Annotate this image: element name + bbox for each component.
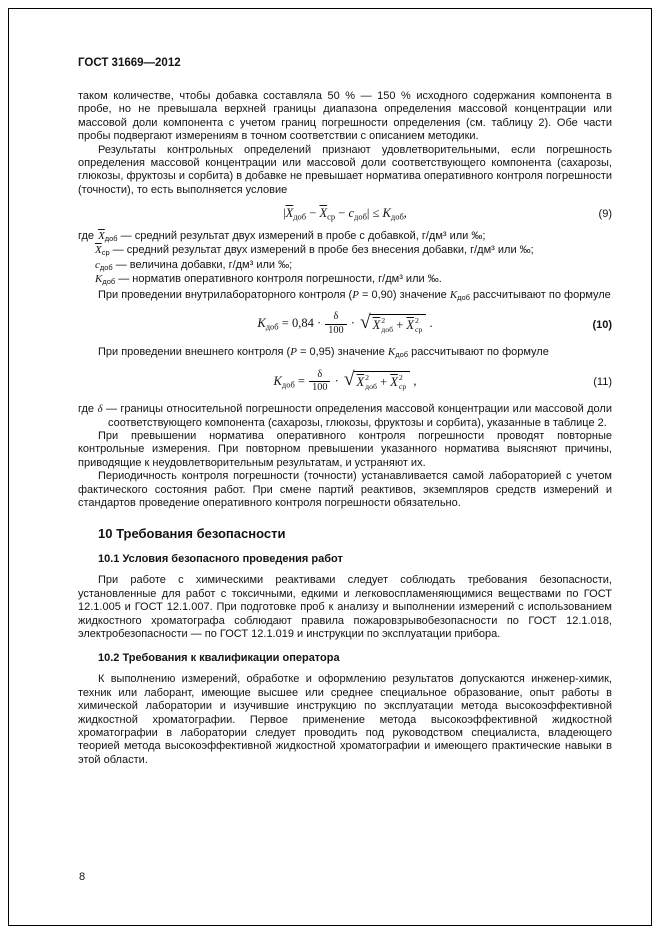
where-definition: — величина добавки, г/дм³ или ‰;: [112, 258, 293, 271]
where-definition: — средний результат двух измерений в пробе с добавкой, г/дм³ или ‰;: [117, 230, 486, 243]
where-definition: — средний результат двух измерений в пробе без внесения добавки, г/дм³ или ‰;: [109, 244, 534, 257]
paragraph-internal-control: При проведении внутрилабораторного контроля (P = 0,90) значение $K_{доб}$ рассчитывают по формуле: [98, 289, 611, 303]
section-10-title: 10 Требования безопасности: [98, 526, 286, 542]
where-list: [78, 229, 612, 286]
page-content: [78, 57, 612, 767]
formula-11: $K_{доб}$ = $\frac{\delta}{100}$ · √ X 2 доб + $\overline{X}$ 2 ср ,: [273, 368, 417, 394]
paragraph-external-control: При проведении внешнего контроля (P = 0,95) значение $K_{доб}$ рассчитывают по формуле: [98, 346, 549, 360]
where-item: [78, 243, 612, 257]
paragraph-continuation: таком количестве, чтобы добавка составляла 50 % — 150 % исходного содержания компонента в пробе, но не превышала верхней границы диапазона определения массовой концентрации или массовой доли компонента с учетом границ погрешности определения (см. таблицу 2). Обе части пробы подвергают измерениям в точном соответствии с описанием методики.: [78, 90, 612, 143]
formula-11-row: [78, 369, 612, 396]
where-term: $c_{доб}$: [95, 258, 113, 272]
where-term: $\overline{X}_{ср}$: [95, 244, 110, 258]
formula-10: $K_{доб} = 0,84$ · $\frac{\delta}{100}$ · √ X 2 доб + $\overline{X}$ 2 ср .: [257, 311, 433, 337]
paragraph-control-periodicity: Периодичность контроля погрешности (точности) устанавливается самой лабораторией с учетом фактического состояния работ. При смене партий реактивов, экземпляров средств измерений и стандартов проведение оперативного контроля погрешности обязательно.: [78, 470, 612, 509]
formula-9-row: [78, 206, 612, 221]
document-header: ГОСТ 31669—2012: [78, 57, 181, 69]
paragraph-repeat-measurements: При превышении норматива оперативного контроля погрешности проводят повторные контрольные измерения. При повторном превышении указанного норматива выясняют причины, приводящие к неудовлетворительным результатам, и устраняют их.: [78, 429, 612, 469]
formula-9: $|\overline{X}_{доб} - \overline{X}_{ср} - c_{доб}| \le K_{доб}$,: [283, 206, 407, 222]
paragraph-control-results: Результаты контрольных определений признают удовлетворительными, если погрешность определения массовой концентрации или массовой доли соответствующего компонента (сахарозы, глюкозы, фруктозы и сорбита) в добавке не превышает норматива оперативного контроля погрешности (точности), то есть выполняется условие: [78, 143, 612, 196]
where-item: [78, 272, 612, 286]
section-10-1-text: При работе с химическими реактивами следует соблюдать требования безопасности, установленные для работ с токсичными, едкими и легковоспламеняющимися веществами по ГОСТ 12.1.005 и ГОСТ 12.1.007. При подготовке проб к анализу и выполнении измерений с использованием жидкостного хроматографа соблюдают правила пожаровзрывобезопасности по ГОСТ 12.1.018, электробезопасности — по ГОСТ 12.1.019 и инструкции по эксплуатации прибора.: [78, 574, 612, 640]
section-10-2-title: 10.2 Требования к квалификации оператора: [98, 652, 340, 665]
formula-10-row: [78, 311, 612, 338]
section-10-2-text: К выполнению измерений, обработке и оформлению результатов допускаются инженер-химик, техник или лаборант, имеющие высшее или среднее специальное образование, опыт работы в химической лаборатории и изучившие инструкцию по эксплуатации метода высокоэффективной жидкостной хроматографии. Первое применение метода высокоэффективной жидкостной хроматографии в лаборатории следует проводить под руководством специалиста, владеющего теорией метода высокоэффективной жидкостной хроматографии и имеющего практические навыки в этой области.: [78, 673, 612, 766]
formula-10-number: (10): [592, 318, 612, 331]
where-term: $K_{доб}$: [95, 272, 116, 286]
formula-9-number: (9): [598, 207, 612, 220]
where-lead: где: [78, 230, 95, 243]
paragraph-delta-definition: где δ — границы относительной погрешности определения массовой концентрации или массовой доли соответствующего компонента (сахарозы, глюкозы, фруктозы и сорбита), указанные в таблице 2.: [78, 403, 612, 429]
formula-11-number: (11): [593, 375, 612, 388]
where-item: [78, 258, 612, 272]
page-number: 8: [79, 871, 86, 883]
section-10-1-title: 10.1 Условия безопасного проведения работ: [98, 553, 343, 566]
where-definition: — норматив оперативного контроля погрешности, г/дм³ или ‰.: [115, 272, 442, 285]
where-term: $\overline{X}_{доб}$: [98, 230, 118, 244]
where-item: [78, 229, 612, 243]
